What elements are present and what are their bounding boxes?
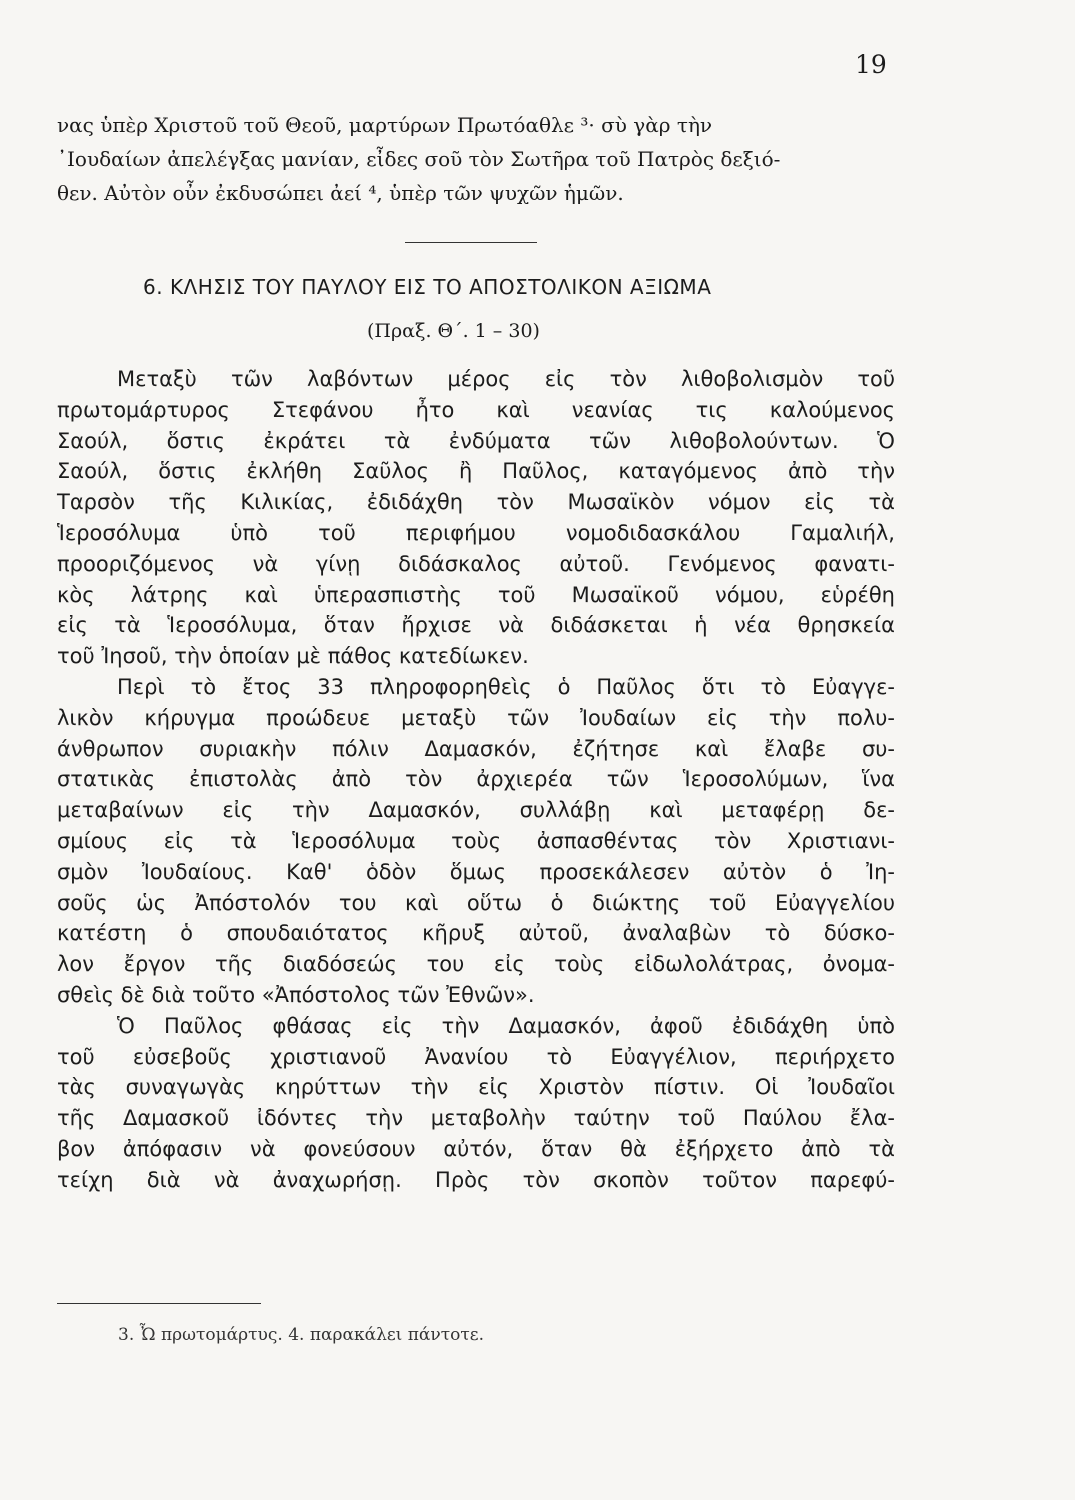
intro-line: ᾿Ιουδαίων ἀπελέγξας μανίαν, εἶδες σοῦ τὸν Σωτῆρα τοῦ Πατρὸς δεξιό- (57, 147, 781, 171)
body-line: άνθρωπον συριακὴν πόλιν Δαμασκόν, ἐζήτησε καὶ ἔλαβε συ- (57, 736, 895, 761)
body-line: στατικὰς ἐπιστολὰς ἀπὸ τὸν ἀρχιερέα τῶν Ἱεροσολύμων, ἵνα (57, 767, 895, 792)
body-line: Σαούλ, ὅστις ἐκλήθη Σαῦλος ἢ Παῦλος, καταγόμενος ἀπὸ τὴν (57, 459, 895, 484)
body-line: λον ἔργον τῆς διαδόσεώς του εἰς τοὺς εἰδωλολάτρας, ὀνομα- (57, 952, 895, 977)
body-line: Σαούλ, ὅστις ἐκράτει τὰ ἐνδύματα τῶν λιθοβολούντων. Ὁ (57, 428, 895, 453)
body-line: τῆς Δαμασκοῦ ἰδόντες τὴν μεταβολὴν ταύτην τοῦ Παύλου ἔλα- (57, 1106, 895, 1131)
body-line: βον ἀπόφασιν νὰ φονεύσουν αὐτόν, ὅταν θὰ ἐξήρχετο ἀπὸ τὰ (57, 1136, 895, 1161)
intro-paragraph (57, 108, 897, 210)
intro-line: νας ὑπὲρ Χριστοῦ τοῦ Θεοῦ, μαρτύρων Πρωτόαθλε ³· σὺ γὰρ τὴν (57, 113, 713, 137)
body-line: λικὸν κήρυγμα προώδευε μεταξὺ τῶν Ἰουδαίων εἰς τὴν πολυ- (57, 705, 895, 730)
body-line: τοῦ Ἰησοῦ, τὴν ὁποίαν μὲ πάθος κατεδίωκεν. (57, 644, 529, 669)
body-line: Ταρσὸν τῆς Κιλικίας, ἐδιδάχθη τὸν Μωσαϊκὸν νόμον εἰς τὰ (57, 490, 895, 515)
body-line: Μεταξὺ τῶν λαβόντων μέρος εἰς τὸν λιθοβολισμὸν τοῦ (117, 367, 895, 391)
body-line: Περὶ τὸ ἔτος 33 πληροφορηθεὶς ὁ Παῦλος ὅτι τὸ Εὐαγγε- (117, 674, 895, 699)
body-line: σθεὶς δὲ διὰ τοῦτο «Ἀπόστολος τῶν Ἐθνῶν». (57, 982, 535, 1007)
body-line: πρωτομάρτυρος Στεφάνου ἦτο καὶ νεανίας τις καλούμενος (57, 397, 895, 422)
body-line: προοριζόμενος νὰ γίνῃ διδάσκαλος αὐτοῦ. Γενόμενος φανατι- (57, 551, 895, 576)
body-line: μεταβαίνων εἰς τὴν Δαμασκόν, συλλάβῃ καὶ μεταφέρῃ δε- (57, 798, 895, 823)
section-divider (405, 242, 537, 243)
intro-line: θεν. Αὐτὸν οὖν ἐκδυσώπει ἀεί ⁴, ὑπὲρ τῶν ψυχῶν ἡμῶν. (57, 181, 624, 205)
body-line: Ὁ Παῦλος φθάσας εἰς τὴν Δαμασκόν, ἀφοῦ ἐδιδάχθη ὑπὸ (117, 1013, 895, 1038)
body-line: Ἱεροσόλυμα ὑπὸ τοῦ περιφήμου νομοδιδασκάλου Γαμαλιήλ, (57, 520, 895, 545)
section-title: 6. ΚΛΗΣΙΣ ΤΟΥ ΠΑΥΛΟΥ ΕΙΣ ΤΟ ΑΠΟΣΤΟΛΙΚΟΝ ΑΞΙΩΜΑ (143, 275, 712, 299)
body-line: σοῦς ὡς Ἀπόστολόν του καὶ οὕτω ὁ διώκτης τοῦ Εὐαγγελίου (57, 890, 895, 915)
page-number: 19 (855, 50, 887, 79)
body-line: τοῦ εὐσεβοῦς χριστιανοῦ Ἀνανίου τὸ Εὐαγγέλιον, περιήρχετο (57, 1044, 895, 1069)
body-line: σμὸν Ἰουδαίους. Καθ' ὁδὸν ὅμως προσεκάλεσεν αὐτὸν ὁ Ἰη- (57, 859, 895, 884)
body-line: τὰς συναγωγὰς κηρύττων τὴν εἰς Χριστὸν πίστιν. Οἱ Ἰουδαῖοι (57, 1075, 895, 1100)
body-text (57, 364, 895, 1196)
body-line: εἰς τὰ Ἱεροσόλυμα, ὅταν ἤρχισε νὰ διδάσκεται ἡ νέα θρησκεία (57, 613, 895, 638)
body-line: σμίους εἰς τὰ Ἱεροσόλυμα τοὺς ἀσπασθέντας τὸν Χριστιανι- (57, 828, 895, 853)
footnote: 3. Ὦ πρωτομάρτυς. 4. παρακάλει πάντοτε. (118, 1325, 484, 1345)
body-line: κὸς λάτρης καὶ ὑπερασπιστὴς τοῦ Μωσαϊκοῦ νόμου, εὑρέθη (57, 582, 895, 607)
body-line: κατέστη ὁ σπουδαιότατος κῆρυξ αὐτοῦ, ἀναλαβὼν τὸ δύσκο- (57, 921, 895, 946)
scripture-reference: (Πραξ. Θ΄. 1 – 30) (367, 320, 540, 342)
body-line: τείχη διὰ νὰ ἀναχωρήσῃ. Πρὸς τὸν σκοπὸν τοῦτον παρεφύ- (57, 1167, 895, 1192)
footnote-divider (57, 1303, 261, 1304)
